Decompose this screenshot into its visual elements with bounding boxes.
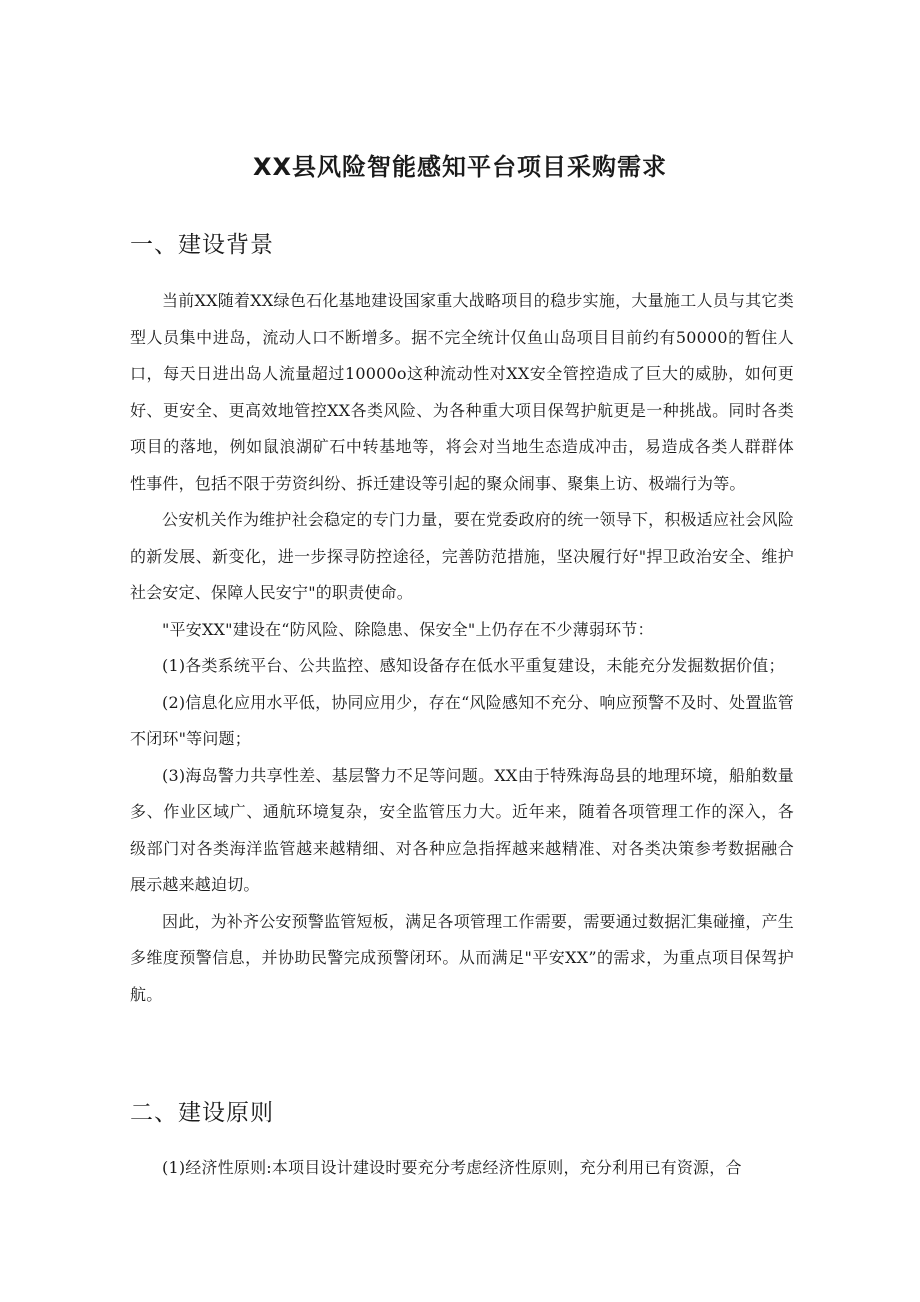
section-heading-principles: 二、建设原则 [130,1100,274,1126]
paragraph-background-context: 当前XX随着XX绿色石化基地建设国家重大战略项目的稳步实施，大量施工人员与其它类型人员集中进岛，流动人口不断增多。据不完全统计仅鱼山岛项目目前约有50000的暂住人口，每天日进出岛人流量超过10000o这种流动性对XX安全管控造成了巨大的威胁，如何更好、更安全、更高效地管控XX各类风险、为各种重大项目保驾护航更是一种挑战。同时各类项目的落地，例如鼠浪湖矿石中转基地等，将会对当地生态造成冲击，易造成各类人群群体性事件，包括不限于劳资纠纷、拆迁建设等引起的聚众闹事、聚集上访、极端行为等。 [130,291,794,493]
document-title: XX县风险智能感知平台项目采购需求 [252,153,667,181]
paragraph-principle-1: (1)经济性原则:本项目设计建设时要充分考虑经济性原则，充分利用已有资源，合 [162,1158,742,1177]
section-heading-background: 一、建设背景 [130,232,274,258]
paragraph-weak-point-2: (2)信息化应用水平低，协同应用少，存在“风险感知不充分、响应预警不及时、处置监管不闭环"等问题； [130,692,794,748]
paragraph-conclusion: 因此，为补齐公安预警监管短板，满足各项管理工作需要，需要通过数据汇集碰撞，产生多维度预警信息，并协助民警完成预警闭环。从而满足"平安XX”的需求，为重点项目保驾护航。 [130,911,794,1004]
section-body-background [130,283,794,1013]
paragraph-weak-points-intro: "平安XX"建设在“防风险、除隐患、保安全"上仍存在不少薄弱环节： [162,619,654,639]
paragraph-weak-point-1: (1)各类系统平台、公共监控、感知设备存在低水平重复建设，未能充分发掘数据价值； [162,656,785,675]
paragraph-police-mission: 公安机关作为维护社会稳定的专门力量，要在党委政府的统一领导下，积极适应社会风险的新发展、新变化，进一步探寻防控途径，完善防范措施，坚决履行好"捍卫政治安全、维护社会安定、保障人民安宁"的职责使命。 [130,510,794,602]
paragraph-weak-point-3: (3)海岛警力共享性差、基层警力不足等问题。XX由于特殊海岛县的地理环境，船舶数量多、作业区域广、通航环境复杂，安全监管压力大。近年来，随着各项管理工作的深入，各级部门对各类海洋监管越来越精细、对各种应急指挥越来越精准、对各类决策参考数据融合展示越来越迫切。 [130,765,794,894]
section-body-principles [130,1150,794,1187]
